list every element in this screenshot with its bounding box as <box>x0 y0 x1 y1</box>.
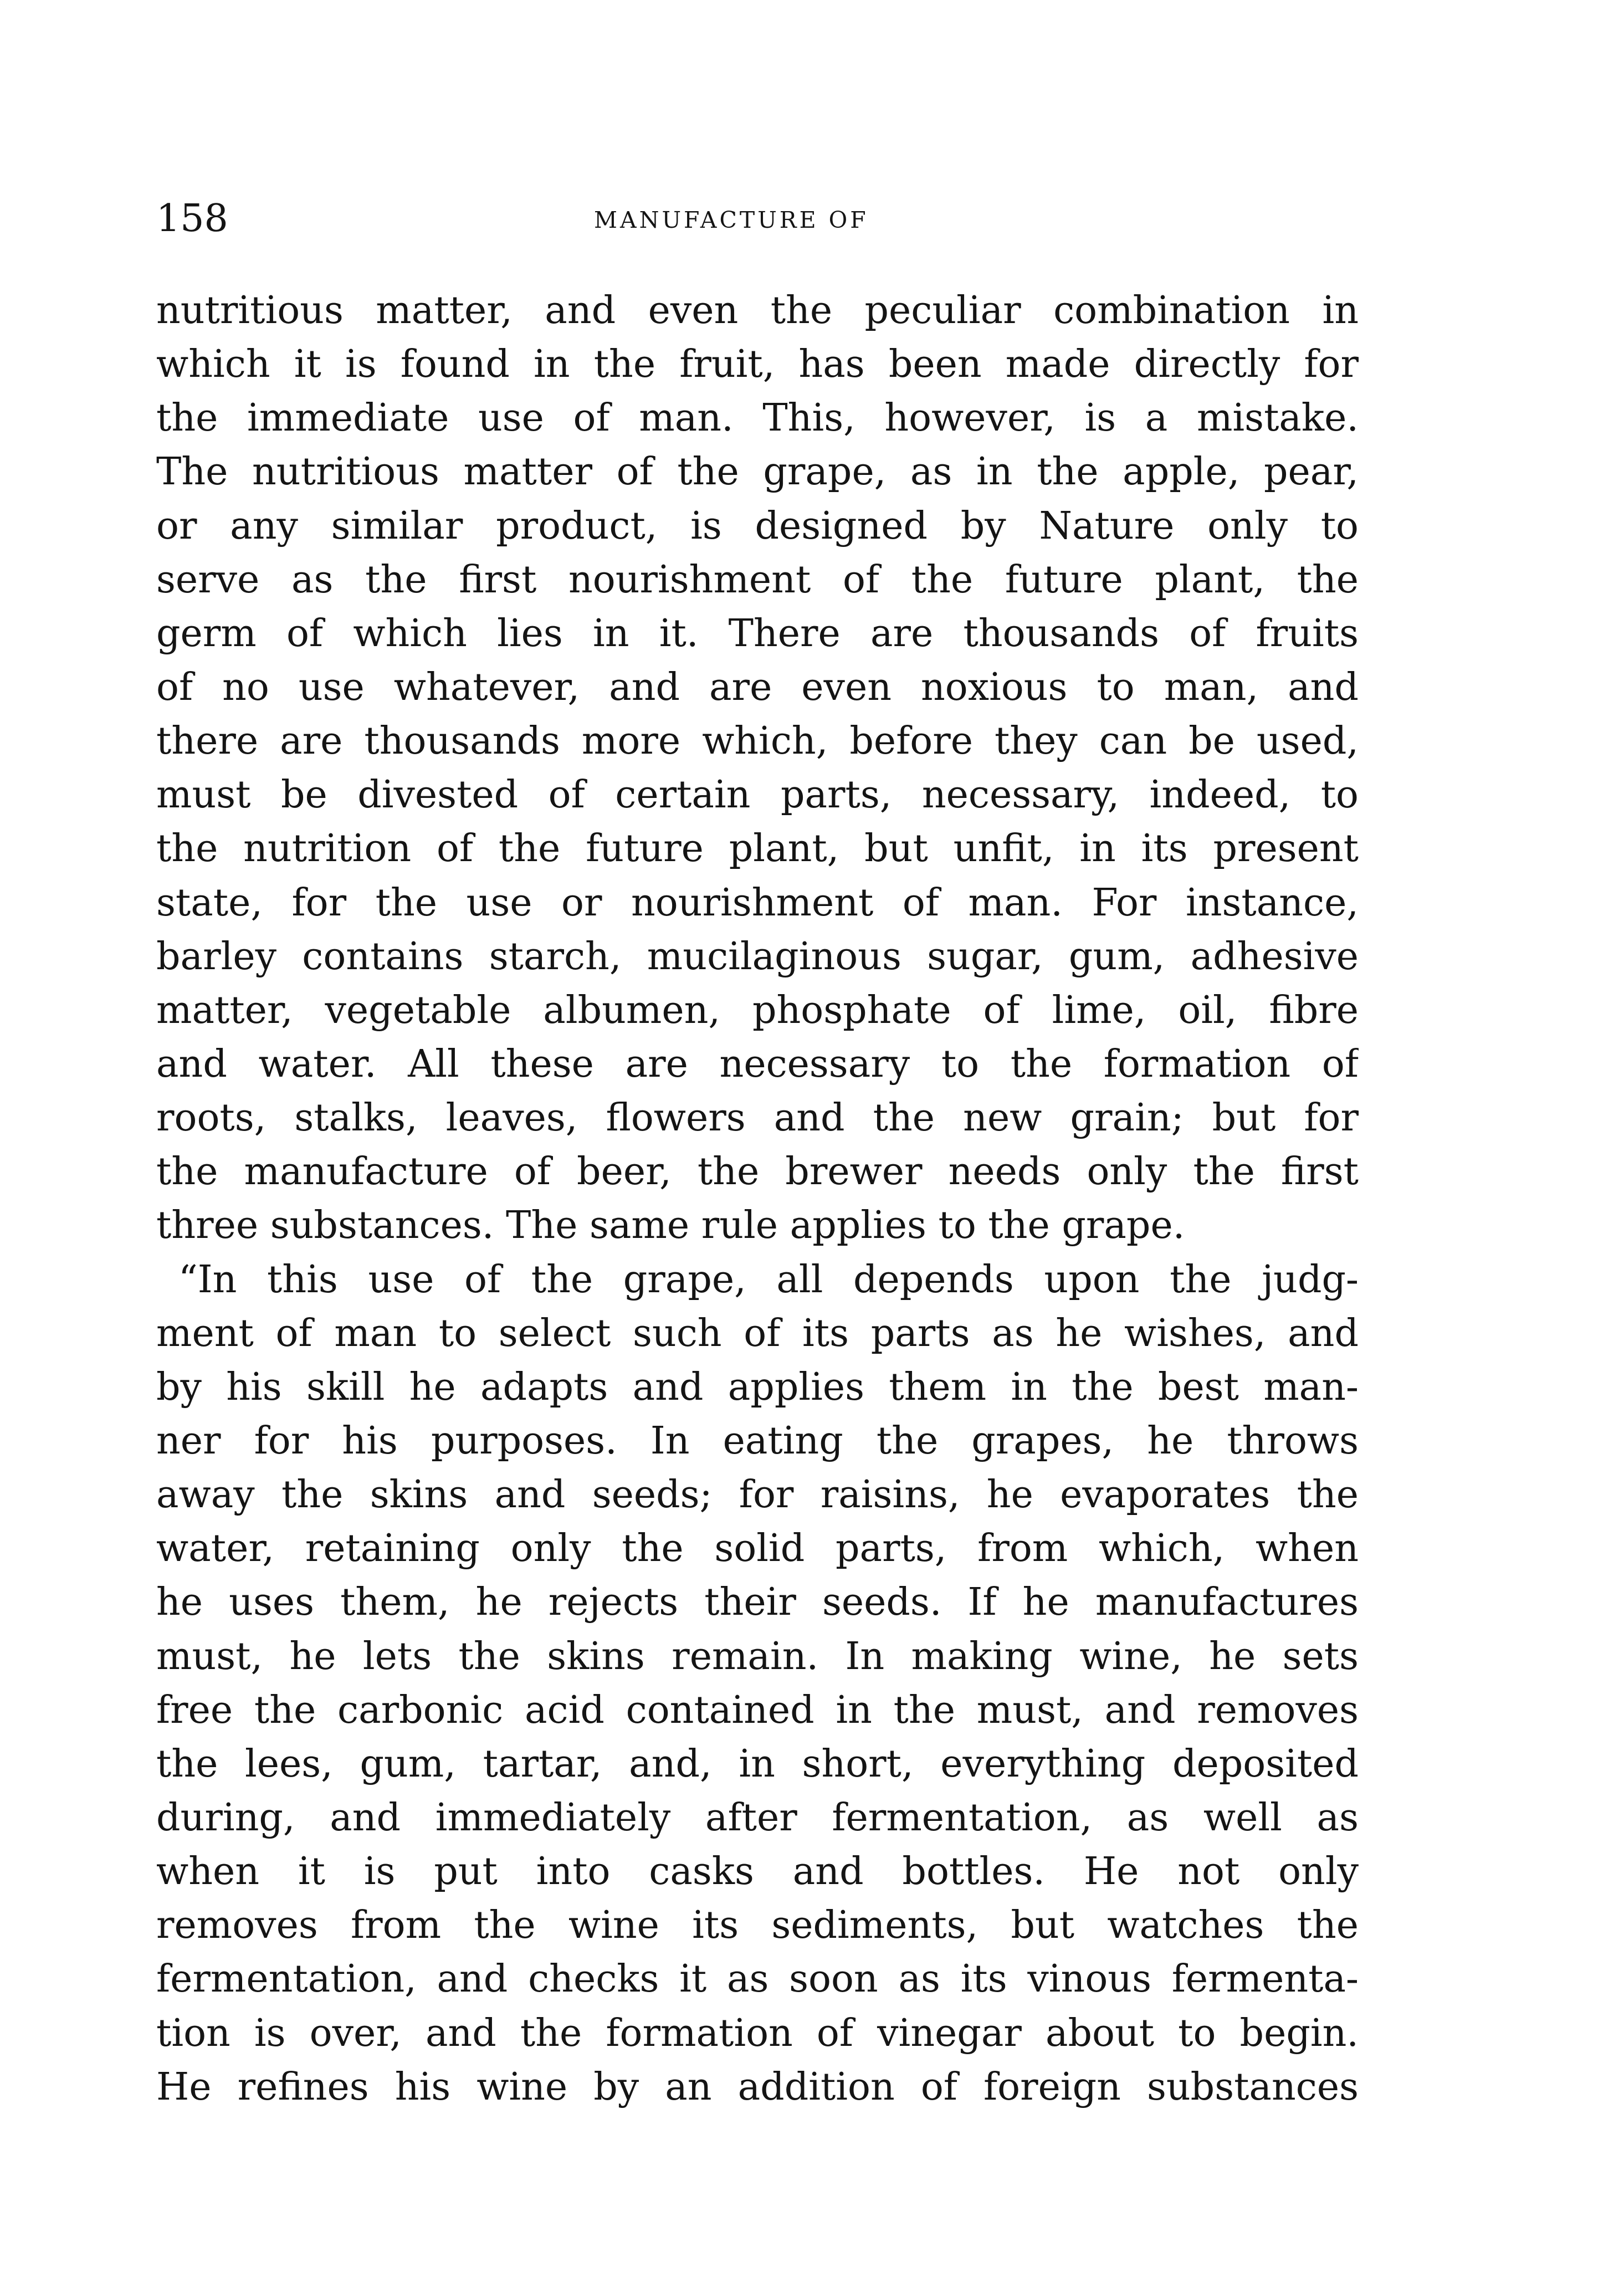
text-line: during, and immediately after fermentation, as well as <box>156 1795 1359 1840</box>
text-line: water, retaining only the solid parts, from which, when <box>156 1527 1359 1571</box>
text-line: germ of which lies in it. There are thousands of fruits <box>156 611 1359 656</box>
page-number: 158 <box>156 197 228 240</box>
running-head: MANUFACTURE OF <box>594 207 869 233</box>
text-line: serve as the first nourishment of the future plant, the <box>156 557 1359 602</box>
text-line: when it is put into casks and bottles. He not only <box>156 1850 1359 1894</box>
text-line: must, he lets the skins remain. In making wine, he sets <box>156 1634 1359 1678</box>
text-line: He refines his wine by an addition of foreign substances <box>156 2065 1359 2109</box>
text-line: the immediate use of man. This, however, is a mistake. <box>156 396 1359 441</box>
text-line: three substances. The same rule applies to the grape. <box>156 1204 1185 1248</box>
text-line: there are thousands more which, before they can be used, <box>156 719 1359 764</box>
text-line: roots, stalks, leaves, flowers and the new grain; but for <box>156 1096 1359 1140</box>
text-line: must be divested of certain parts, necessary, indeed, to <box>156 773 1359 817</box>
text-line: ner for his purposes. In eating the grapes, he throws <box>156 1419 1359 1463</box>
text-line: “In this use of the grape, all depends upon the judg- <box>178 1257 1359 1302</box>
text-line: away the skins and seeds; for raisins, he evaporates the <box>156 1473 1359 1517</box>
text-line: and water. All these are necessary to the formation of <box>156 1042 1359 1086</box>
text-line: fermentation, and checks it as soon as its vinous fermenta- <box>156 1957 1359 2002</box>
text-line: he uses them, he rejects their seeds. If he manufactures <box>156 1580 1359 1625</box>
text-line: or any similar product, is designed by Nature only to <box>156 504 1359 548</box>
text-line: matter, vegetable albumen, phosphate of lime, oil, fibre <box>156 988 1359 1032</box>
text-line: The nutritious matter of the grape, as in the apple, pear, <box>156 450 1359 494</box>
text-line: nutritious matter, and even the peculiar combination in <box>156 289 1359 332</box>
text-line: tion is over, and the formation of vinegar about to begin. <box>156 2011 1359 2055</box>
text-line: the nutrition of the future plant, but unfit, in its present <box>156 827 1359 871</box>
text-line: the lees, gum, tartar, and, in short, everything deposited <box>156 1742 1359 1786</box>
text-line: barley contains starch, mucilaginous sugar, gum, adhesive <box>156 934 1359 979</box>
page-header <box>156 197 1359 241</box>
text-line: of no use whatever, and are even noxious to man, and <box>156 665 1359 709</box>
text-line: state, for the use or nourishment of man. For instance, <box>156 881 1359 925</box>
text-line: which it is found in the fruit, has been made directly for <box>156 342 1359 387</box>
body-text <box>156 284 1359 2114</box>
text-line: free the carbonic acid contained in the must, and removes <box>156 1688 1359 1732</box>
text-line: ment of man to select such of its parts as he wishes, and <box>156 1311 1359 1355</box>
text-line: removes from the wine its sediments, but watches the <box>156 1903 1359 1948</box>
text-line: the manufacture of beer, the brewer needs only the first <box>156 1150 1359 1194</box>
text-line: by his skill he adapts and applies them in the best man- <box>156 1365 1359 1409</box>
